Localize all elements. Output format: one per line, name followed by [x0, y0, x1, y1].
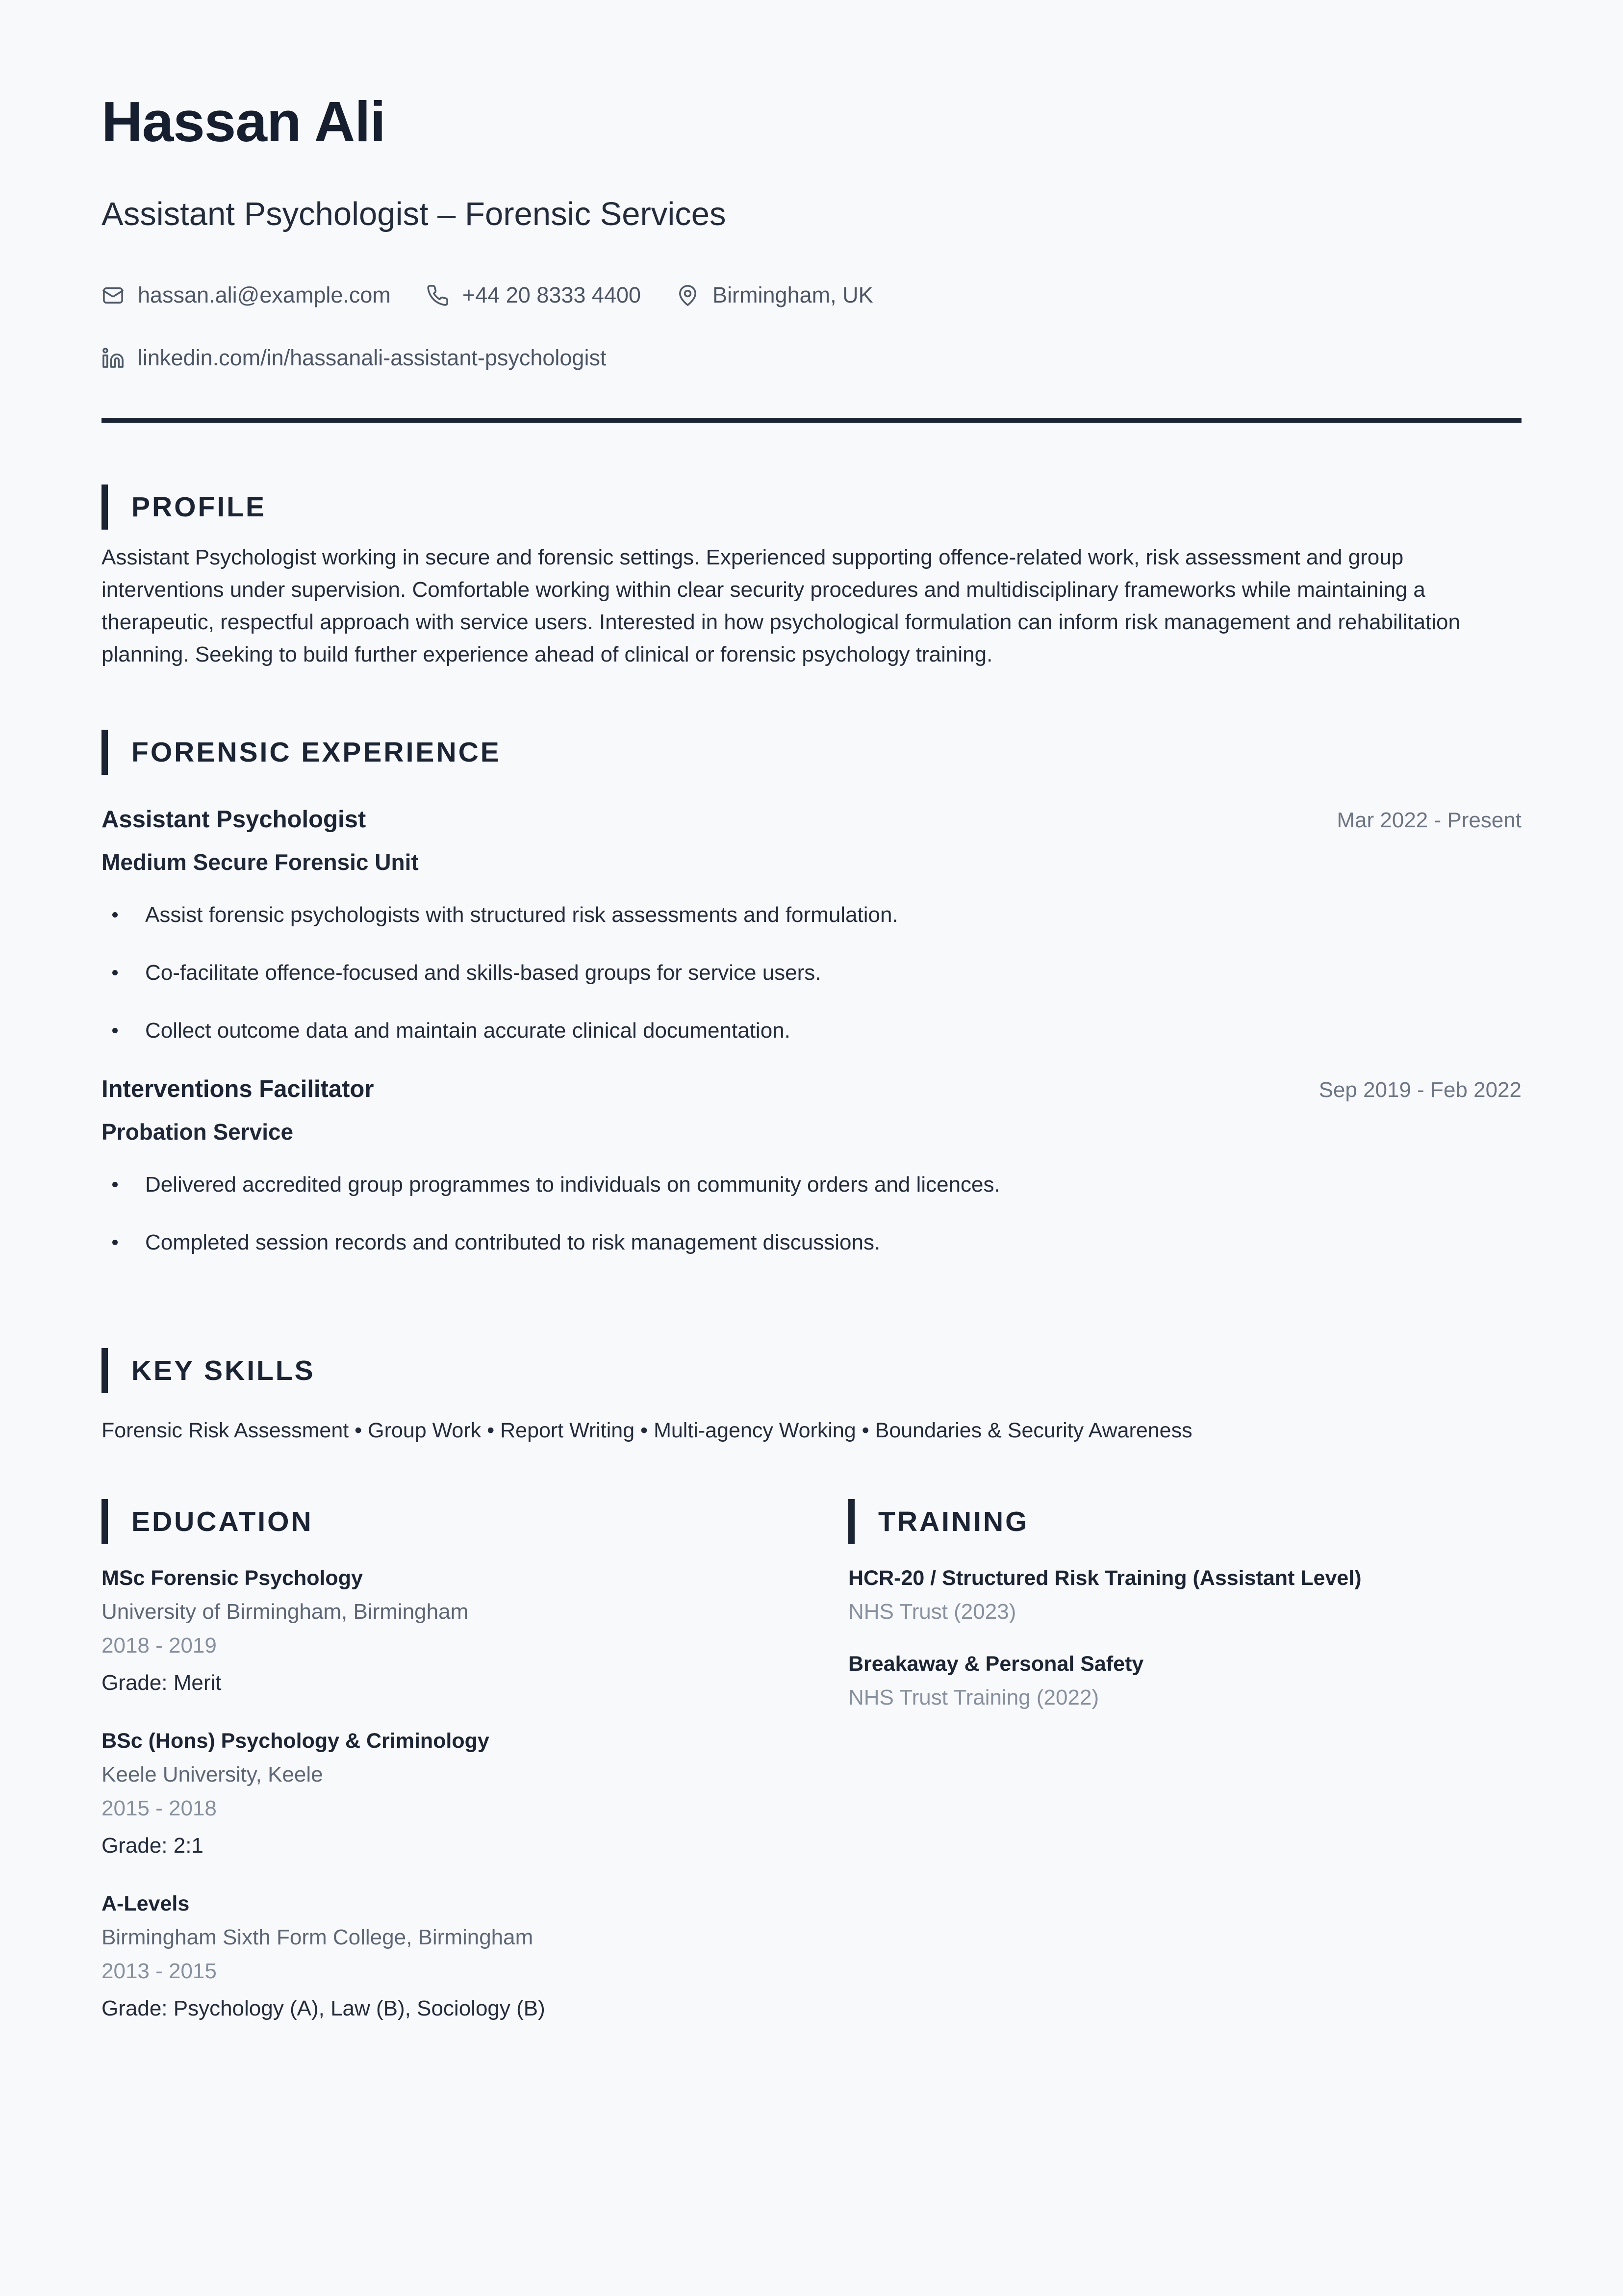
contact-row — [101, 282, 1522, 308]
education-heading: EDUCATION — [131, 1505, 313, 1537]
job-title-row — [101, 805, 1522, 834]
contact-email — [101, 282, 391, 308]
skills-heading-row — [101, 1348, 1522, 1393]
contact-phone — [426, 282, 641, 308]
job-dates: Mar 2022 - Present — [1337, 808, 1522, 832]
profile-heading-row — [101, 485, 1522, 530]
mail-icon — [101, 284, 125, 307]
contact-location — [676, 282, 873, 308]
job-title: Assistant Psychologist — [101, 806, 366, 833]
contact-phone-text: +44 20 8333 4400 — [462, 282, 641, 307]
degree-title: A-Levels — [101, 1892, 190, 1915]
job-entry — [101, 1075, 1522, 1256]
training-provider: NHS Trust Training (2022) — [848, 1685, 1099, 1709]
candidate-job-title: Assistant Psychologist – Forensic Services — [101, 196, 726, 232]
education-years: 2013 - 2015 — [101, 1959, 217, 1983]
phone-icon — [426, 284, 449, 307]
job-bullet: Collect outcome data and maintain accurate clinical documentation. — [101, 1017, 1522, 1045]
institution: University of Birmingham, Birmingham — [101, 1600, 469, 1624]
education-grade: Grade: Merit — [101, 1671, 222, 1695]
education-entry — [101, 1565, 775, 1699]
skills-heading: KEY SKILLS — [131, 1354, 315, 1386]
education-years: 2015 - 2018 — [101, 1796, 217, 1820]
contact-location-text: Birmingham, UK — [712, 282, 873, 307]
job-bullet: Completed session records and contributed to risk management discussions. — [101, 1229, 1522, 1256]
education-training-columns — [101, 1499, 1522, 2025]
degree-title: MSc Forensic Psychology — [101, 1566, 363, 1590]
contact-email-text: hassan.ali@example.com — [138, 282, 391, 307]
institution: Birmingham Sixth Form College, Birmingham — [101, 1925, 533, 1949]
training-entry — [848, 1651, 1522, 1714]
profile-heading: PROFILE — [131, 491, 267, 523]
education-heading-row — [101, 1499, 775, 1544]
training-provider: NHS Trust (2023) — [848, 1600, 1016, 1624]
job-bullet: Delivered accredited group programmes to individuals on community orders and licences. — [101, 1171, 1522, 1199]
education-entry — [101, 1890, 775, 2025]
education-years: 2018 - 2019 — [101, 1633, 217, 1658]
linkedin-row — [101, 345, 1522, 371]
job-bullet: Assist forensic psychologists with structured risk assessments and formulation. — [101, 901, 1522, 929]
section-accent-bar — [101, 730, 108, 775]
section-accent-bar — [101, 1348, 108, 1393]
job-entry — [101, 805, 1522, 1045]
training-title: Breakaway & Personal Safety — [848, 1652, 1144, 1676]
experience-heading-row — [101, 730, 1522, 775]
section-accent-bar — [101, 1499, 108, 1544]
job-bullet-list — [101, 901, 1522, 1045]
section-training — [848, 1499, 1522, 1714]
section-accent-bar — [101, 485, 108, 530]
experience-heading: FORENSIC EXPERIENCE — [131, 736, 501, 768]
candidate-name: Hassan Ali — [101, 90, 385, 153]
education-grade: Grade: Psychology (A), Law (B), Sociology (B) — [101, 1996, 545, 2020]
job-organisation: Probation Service — [101, 1119, 294, 1145]
job-bullet-list — [101, 1171, 1522, 1256]
job-bullet: Co-facilitate offence-focused and skills-based groups for service users. — [101, 959, 1522, 987]
job-title-row — [101, 1075, 1522, 1103]
section-profile — [101, 485, 1522, 671]
job-organisation: Medium Secure Forensic Unit — [101, 849, 419, 875]
job-title: Interventions Facilitator — [101, 1076, 374, 1102]
training-heading: TRAINING — [878, 1505, 1029, 1537]
section-key-skills — [101, 1348, 1522, 1444]
map-pin-icon — [676, 284, 699, 307]
skills-line: Forensic Risk Assessment • Group Work • Report Writing • Multi-agency Working • Boundaries & Security Awareness — [101, 1419, 1192, 1442]
linkedin-icon — [101, 347, 125, 370]
resume-header — [101, 90, 1522, 423]
section-accent-bar — [848, 1499, 855, 1544]
education-entry — [101, 1728, 775, 1862]
training-title: HCR-20 / Structured Risk Training (Assistant Level) — [848, 1566, 1362, 1590]
section-education — [101, 1499, 775, 2025]
profile-summary: Assistant Psychologist working in secure and forensic settings. Experienced supporting offence-related work, risk assessment and group interventions under supervision. Comfortable working within clear security procedures and multidisciplinary frameworks while maintaining a therapeutic, respectful approach with service users. Interested in how psychological formulation can inform risk management and rehabilitation planning. Seeking to build further experience ahead of clinical or forensic psychology training. — [101, 545, 1460, 666]
training-entry — [848, 1565, 1522, 1628]
institution: Keele University, Keele — [101, 1762, 323, 1786]
degree-title: BSc (Hons) Psychology & Criminology — [101, 1729, 489, 1753]
header-divider — [101, 418, 1522, 423]
section-experience — [101, 730, 1522, 1256]
job-dates: Sep 2019 - Feb 2022 — [1319, 1078, 1522, 1102]
training-heading-row — [848, 1499, 1522, 1544]
contact-linkedin-text: linkedin.com/in/hassanali-assistant-psychologist — [138, 345, 607, 370]
education-grade: Grade: 2:1 — [101, 1834, 203, 1858]
contact-linkedin — [101, 345, 606, 371]
